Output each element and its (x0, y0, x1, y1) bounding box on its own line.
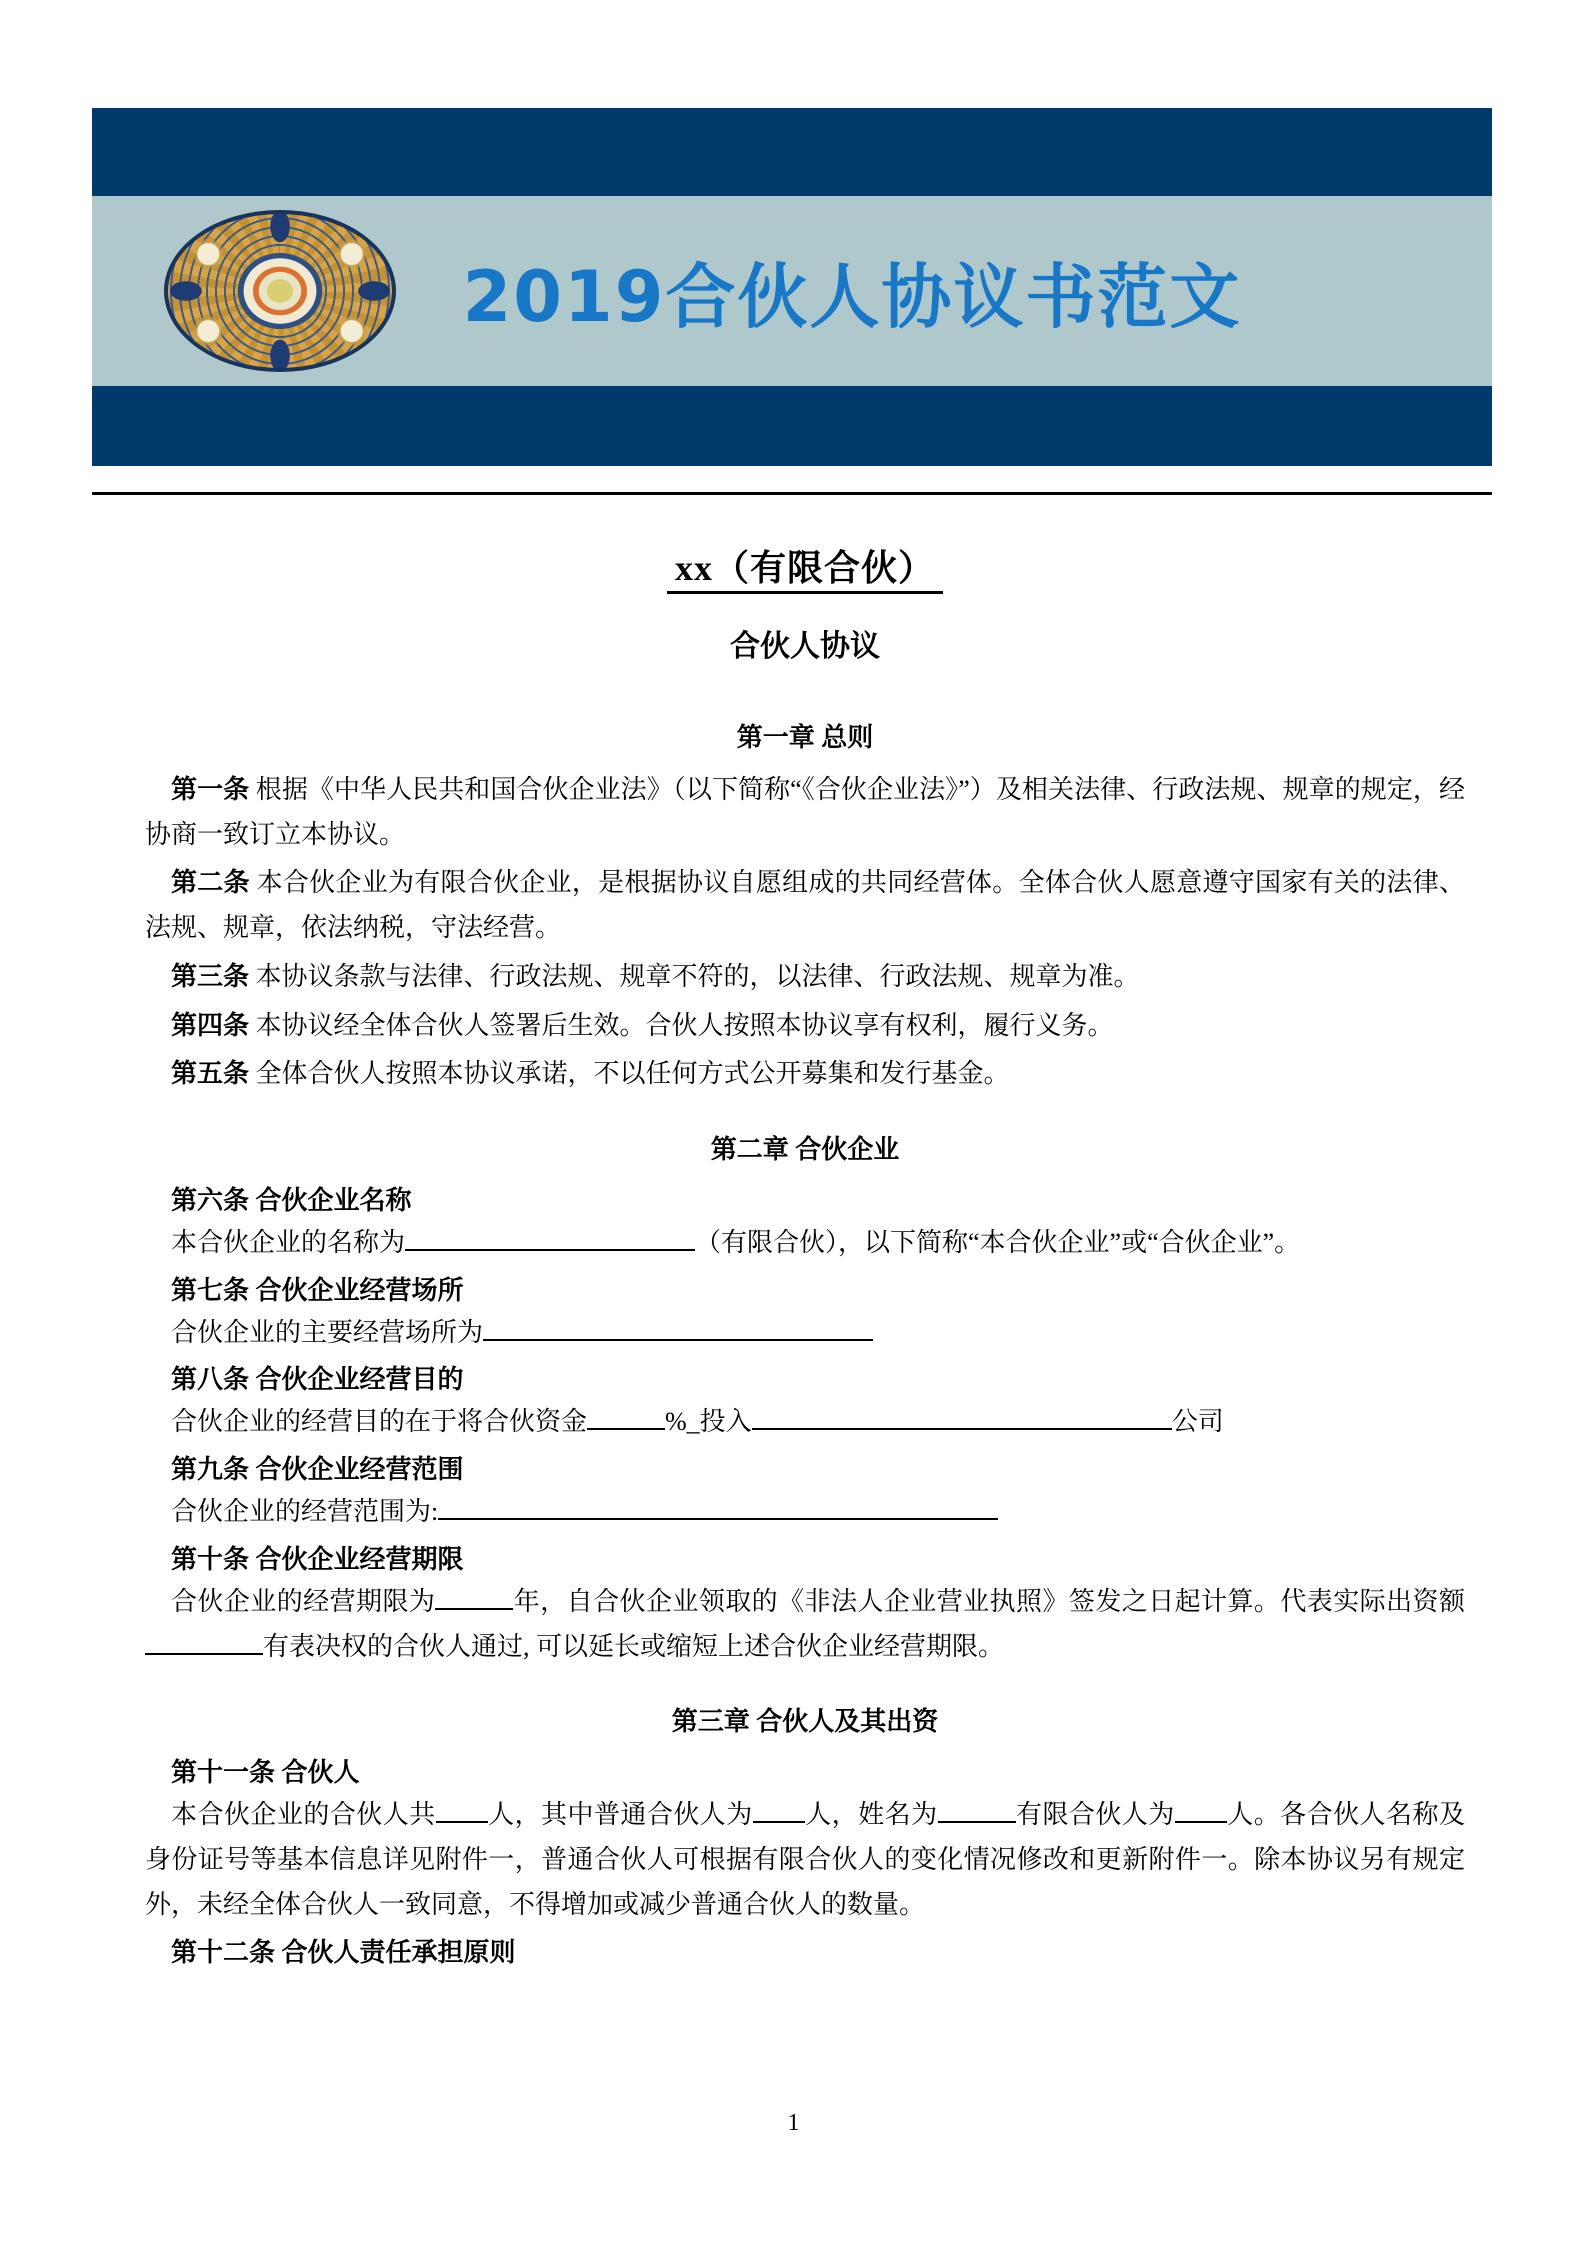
article-body-10-before: 合伙企业的经营期限为 (171, 1586, 436, 1616)
article-heading-7: 第七条 合伙企业经营场所 (171, 1275, 464, 1305)
business-place-blank[interactable] (483, 1339, 873, 1341)
company-name-blank[interactable] (405, 1249, 695, 1251)
article-text-2: 本合伙企业为有限合伙企业，是根据协议自愿组成的共同经营体。全体合伙人愿意遵守国家有关的法律、法规、规章，依法纳税，守法经营。 (145, 868, 1465, 943)
article-body-7-before: 合伙企业的主要经营场所为 (171, 1317, 484, 1347)
article-heading-10: 第十条 合伙企业经营期限 (171, 1544, 464, 1574)
article-paragraph-5 (145, 1052, 1465, 1097)
page-subtitle: 合伙人协议 (730, 630, 880, 663)
article-paragraph-3 (145, 955, 1465, 1000)
article-body-10-after: 有表决权的合伙人通过, 可以延长或缩短上述合伙企业经营期限。 (263, 1631, 1005, 1661)
article-body-9 (145, 1490, 1465, 1535)
banner-title: 2019合伙人协议书范文 (462, 255, 1242, 338)
banner-bottom-navy-band (92, 386, 1492, 466)
operating-term-blank[interactable] (435, 1608, 513, 1610)
article-body-6 (145, 1221, 1465, 1266)
banner-divider-rule (92, 492, 1492, 495)
article-number-5: 第五条 (171, 1059, 250, 1089)
capital-percent-blank[interactable] (587, 1428, 665, 1430)
article-body-11-d: 有限合伙人为 (1015, 1800, 1175, 1830)
chapter-heading-3: 第三章 合伙人及其出资 (671, 1707, 939, 1737)
article-number-2: 第二条 (171, 868, 250, 898)
chapter-heading-1: 第一章 总则 (736, 723, 874, 752)
partner-name-blank[interactable] (938, 1821, 1016, 1823)
general-partners-blank[interactable] (753, 1821, 805, 1823)
article-body-8-mid: %_投入 (665, 1407, 752, 1437)
business-scope-blank[interactable] (438, 1518, 998, 1520)
page-title-text: xx（有限合伙） (667, 548, 943, 594)
article-text-3: 本协议条款与法律、行政法规、规章不符的，以法律、行政法规、规章为准。 (249, 961, 1140, 991)
document-body (145, 540, 1465, 1973)
article-paragraph-4 (145, 1004, 1465, 1049)
article-body-11-e: 人。各合伙人名称及身份证号等基本信息详见附件一，普通合伙人可根据有限合伙人的变化情况修改和更新附件一。除本协议另有规定外，未经全体合伙人一致同意，不得增加或减少普通合伙人的数量。 (145, 1800, 1465, 1919)
article-heading-11: 第十一条 合伙人 (171, 1758, 360, 1788)
article-heading-6: 第六条 合伙企业名称 (171, 1186, 412, 1216)
article-paragraph-2 (145, 861, 1465, 950)
article-body-11-b: 人，其中普通合伙人为 (487, 1800, 753, 1830)
article-text-4: 本协议经全体合伙人签署后生效。合伙人按照本协议享有权利，履行义务。 (249, 1010, 1114, 1040)
header-banner (92, 108, 1492, 466)
article-body-10 (145, 1580, 1465, 1669)
article-heading-9: 第九条 合伙企业经营范围 (171, 1455, 464, 1485)
page-number: 1 (787, 2110, 800, 2136)
article-heading-8: 第八条 合伙企业经营目的 (171, 1365, 464, 1395)
banner-top-navy-band (92, 108, 1492, 196)
article-body-11-c: 人，姓名为 (804, 1800, 938, 1830)
article-paragraph-1 (145, 768, 1465, 857)
article-body-10-mid: 年，自合伙企业领取的《非法人企业营业执照》签发之日起计算。代表实际出资额 (513, 1586, 1465, 1616)
banner-teal-band (92, 196, 1492, 386)
total-partners-blank[interactable] (436, 1821, 488, 1823)
article-body-11-a: 本合伙企业的合伙人共 (171, 1800, 436, 1830)
limited-partners-blank[interactable] (1175, 1821, 1227, 1823)
article-body-6-after: （有限合伙），以下简称“本合伙企业”或“合伙企业”。 (695, 1228, 1301, 1258)
article-body-8-after: 公司 (1171, 1407, 1224, 1437)
article-body-6-before: 本合伙企业的名称为 (171, 1228, 406, 1258)
article-text-5: 全体合伙人按照本协议承诺，不以任何方式公开募集和发行基金。 (249, 1059, 1010, 1089)
article-body-8-before: 合伙企业的经营目的在于将合伙资金 (171, 1407, 588, 1437)
article-body-7 (145, 1311, 1465, 1356)
article-number-1: 第一条 (171, 775, 250, 804)
article-heading-12: 第十二条 合伙人责任承担原则 (171, 1937, 516, 1967)
article-number-3: 第三条 (171, 961, 250, 991)
contribution-amount-blank[interactable] (145, 1653, 263, 1655)
article-number-4: 第四条 (171, 1010, 250, 1040)
article-text-1: 根据《中华人民共和国合伙企业法》（以下简称“《合伙企业法》”）及相关法律、行政法规、规章的规定，经协商一致订立本协议。 (145, 775, 1465, 849)
invested-company-blank[interactable] (752, 1428, 1172, 1430)
article-body-8 (145, 1400, 1465, 1445)
page-title (145, 540, 1465, 591)
article-body-9-before: 合伙企业的经营范围为: (171, 1497, 439, 1527)
chapter-heading-2: 第二章 合伙企业 (710, 1135, 900, 1165)
article-body-11 (145, 1793, 1465, 1927)
